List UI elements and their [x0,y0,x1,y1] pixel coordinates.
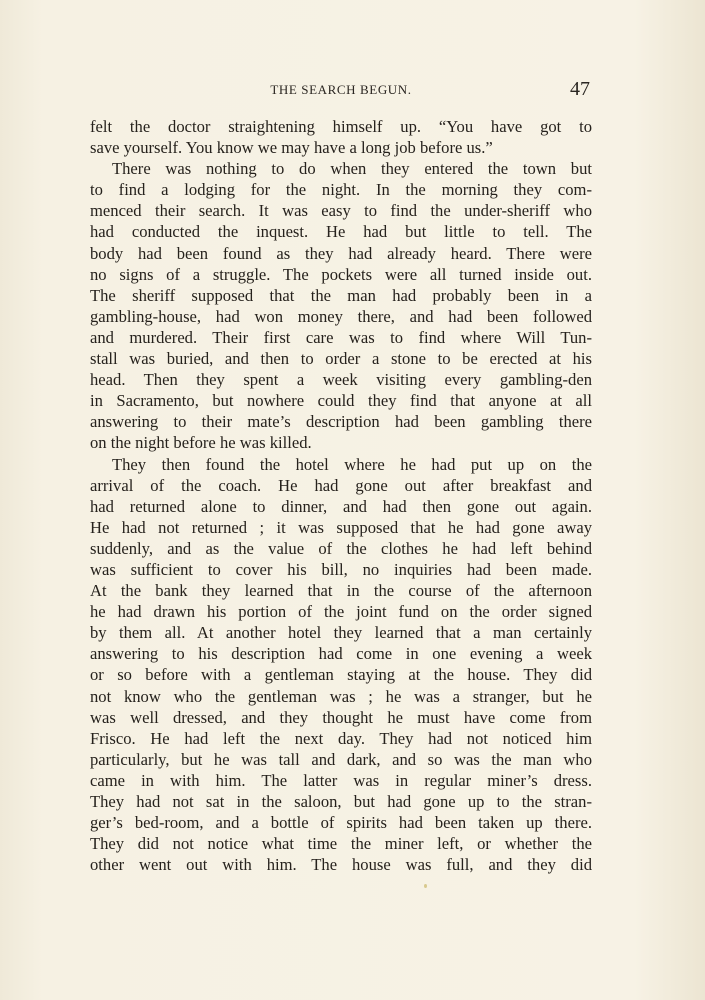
text-line: and murdered. Their first care was to find where Will Tun- [90,327,592,347]
text-line: The sheriff supposed that the man had probably been in a [90,285,592,305]
text-line: came in with him. The latter was in regular miner’s dress. [90,770,592,790]
text-line: answering to his description had come in one evening a week [90,644,592,664]
text-line: He had not returned ; it was supposed that he had gone away [90,517,592,537]
body-text [90,116,592,875]
text-line: They did not notice what time the miner left, or whether the [90,834,592,854]
text-line: by them all. At another hotel they learned that a man certainly [90,623,592,643]
text-line: ger’s bed-room, and a bottle of spirits had been taken up there. [90,813,592,833]
text-line: was well dressed, and they thought he must have come from [90,707,592,727]
text-line: gambling-house, had won money there, and had been followed [90,306,592,326]
text-line: not know who the gentleman was ; he was a stranger, but he [90,686,592,706]
text-line: They then found the hotel where he had put up on the [112,454,592,474]
page-number: 47 [570,78,590,100]
text-line: Frisco. He had left the next day. They had not noticed him [90,728,592,748]
paper-speck [424,884,427,888]
text-line: arrival of the coach. He had gone out after breakfast and [90,475,592,495]
text-line: was sufficient to cover his bill, no inquiries had been made. [90,559,592,579]
text-line: had conducted the inquest. He had but little to tell. The [90,222,592,242]
text-line: save yourself. You know we may have a long job before us.” [90,138,493,158]
text-line: They had not sat in the saloon, but had gone up to the stran- [90,792,592,811]
text-line: At the bank they learned that in the course of the afternoon [90,581,592,601]
text-line: to find a lodging for the night. In the morning they com- [90,180,592,200]
text-line: in Sacramento, but nowhere could they find that anyone at all [90,391,592,411]
text-line: other went out with him. The house was full, and they did [90,855,592,875]
text-line: on the night before he was killed. [90,433,312,453]
text-line: felt the doctor straightening himself up. “You have got to [90,117,592,136]
running-head: THE SEARCH BEGUN. [270,82,412,97]
page-header [90,78,592,102]
text-line: answering to their mate’s description had been gambling there [90,412,592,432]
text-line: had returned alone to dinner, and had then gone out again. [90,496,592,516]
text-line: head. Then they spent a week visiting every gambling-den [90,370,592,390]
text-line: or so before with a gentleman staying at the house. They did [90,665,592,685]
text-line: no signs of a struggle. The pockets were all turned inside out. [90,264,592,284]
text-line: stall was buried, and then to order a stone to be erected at his [90,349,592,369]
text-line: he had drawn his portion of the joint fund on the order signed [90,602,592,622]
text-line: particularly, but he was tall and dark, and so was the man who [90,749,592,769]
text-line: suddenly, and as the value of the clothes he had left behind [90,538,592,558]
text-line: There was nothing to do when they entered the town but [112,159,592,179]
text-line: menced their search. It was easy to find the under-sheriff who [90,201,592,221]
text-line: body had been found as they had already heard. There were [90,243,592,263]
